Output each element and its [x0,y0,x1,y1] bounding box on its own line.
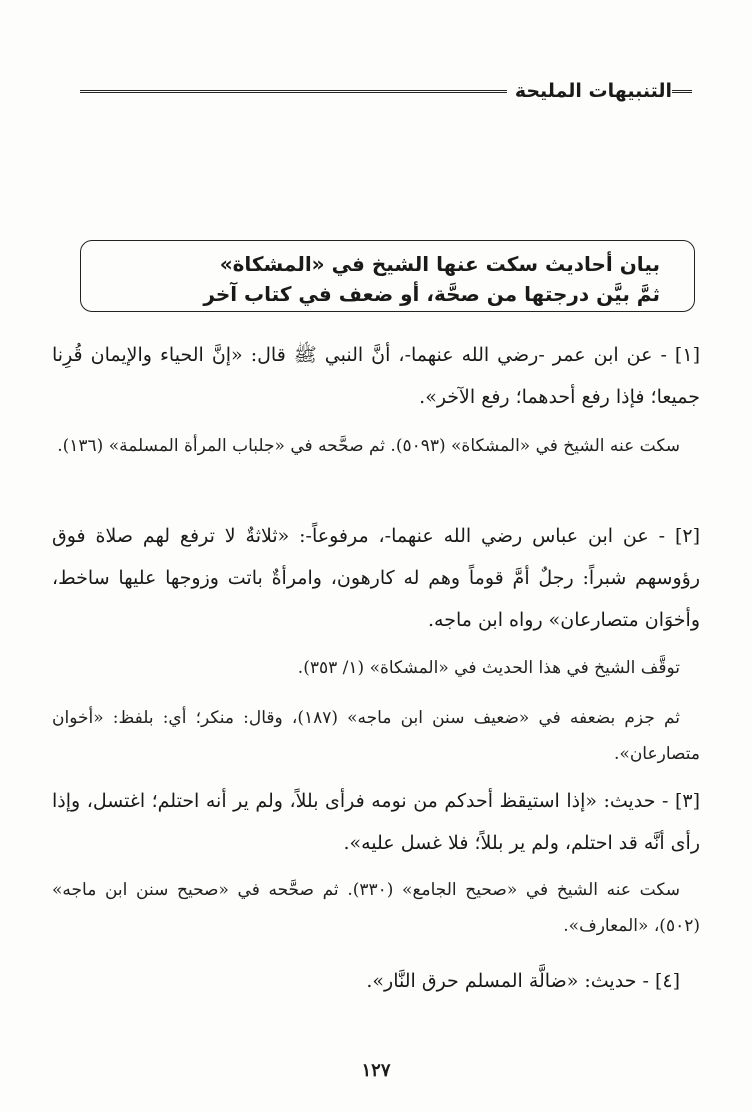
running-header [80,80,700,102]
hadith-entry-1: [١] - عن ابن عمر -رضي الله عنهما-، أنَّ النبي ﷺ قال: «إنَّ الحياء والإيمان قُرِنا جميعا؛ فإذا رفع أحدهما؛ رفع الآخر». [52,344,700,408]
hadith-entry-2: [٢] - عن ابن عباس رضي الله عنهما-، مرفوعاً-: «ثلاثةٌ لا ترفع لهم صلاة فوق رؤوسهم شبراً: رجلٌ أمَّ قوماً وهم له كارهون، وامرأةٌ باتت وزوجها عليها ساخط، وأخوَان متصارعان» رواه ابن ماجه. [52,525,700,631]
hadith-entry-3: [٣] - حديث: «إذا استيقظ أحدكم من نومه فرأى بللاً، ولم ير أنه احتلم؛ اغتسل، وإذا رأى أنَّه قد احتلم، ولم ير بللاً؛ فلا غسل عليه». [52,790,700,854]
header-rule [80,90,507,95]
hadith-3-note: سكت عنه الشيخ في «صحيح الجامع» (٣٣٠). ثم صحَّحه في «صحيح سنن ابن ماجه» (٥٠٢)، «المعارف». [52,880,700,936]
hadith-entry-4: [٤] - حديث: «ضالَّة المسلم حرق النَّار». [366,970,680,992]
hadith-2-note: توقَّف الشيخ في هذا الحديث في «المشكاة» (١/ ٣٥٣). [297,658,680,678]
hadith-1-note: سكت عنه الشيخ في «المشكاة» (٥٠٩٣). ثم صحَّحه في «جلباب المرأة المسلمة» (١٣٦). [57,436,680,456]
section-heading-line-2: ثمَّ بيَّن درجتها من صحَّة، أو ضعف في كتاب آخر [203,282,660,306]
section-heading-box [80,240,695,312]
hadith-2-note-2: ثم جزم بضعفه في «ضعيف سنن ابن ماجه» (١٨٧)، وقال: منكر؛ أي: بلفظ: «أخوان متصارعان». [52,708,700,764]
header-dash [672,90,692,95]
section-heading-line-1: بيان أحاديث سكت عنها الشيخ في «المشكاة» [219,252,660,276]
running-header-title: التنبيهات المليحة [514,80,672,102]
page-number: ١٢٧ [361,1060,391,1081]
